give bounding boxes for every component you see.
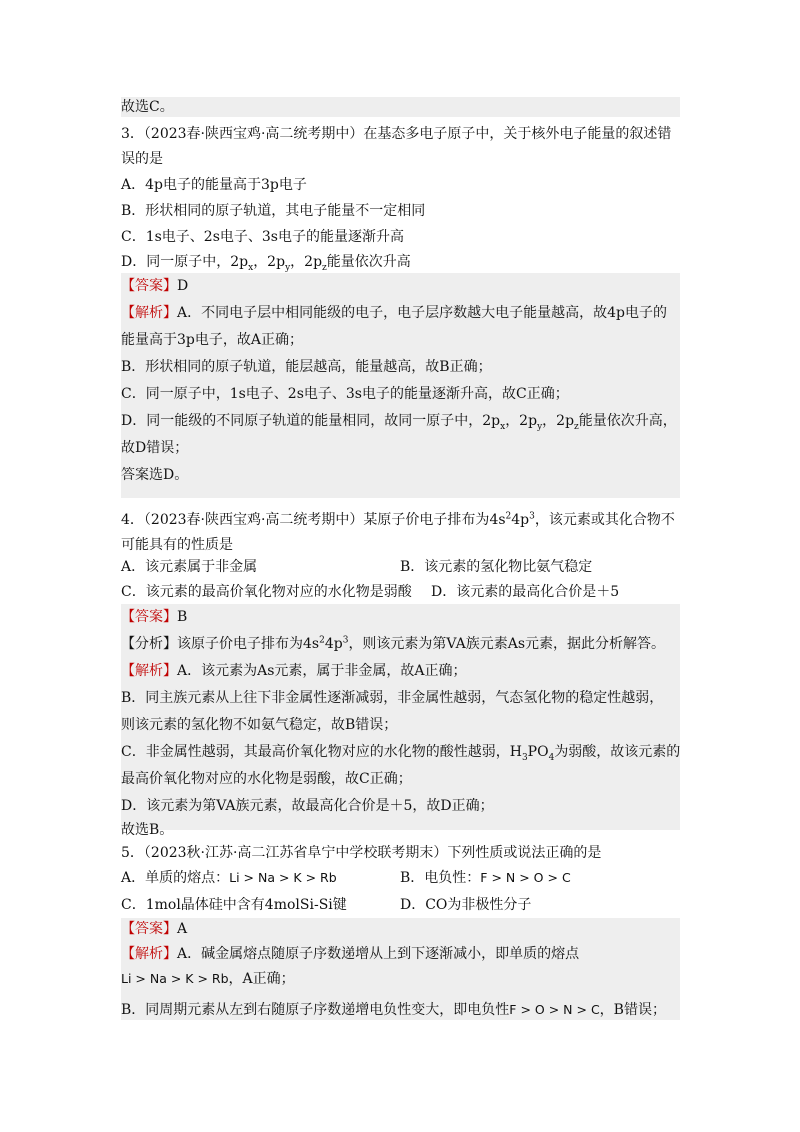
q4-option-d: D．该元素的最高化合价是＋5 — [431, 584, 620, 600]
q3-answer: 【答案】D — [121, 278, 189, 294]
explanation-tag: 【解析】 — [121, 663, 177, 679]
q5-answer: 【答案】A — [121, 921, 188, 937]
q5-explanation-1: 【解析】A．碱金属熔点随原子序数递增从上到下逐渐减小，即单质的熔点 — [121, 946, 580, 962]
q4-analysis: 【分析】该原子价电子排布为$4s^24p^3$，则该元素为第VA族元素As元素，据此分析解答。 — [121, 635, 666, 652]
q4-explanation-3: 则该元素的氢化物不如氨气稳定，故B错误； — [121, 717, 398, 733]
q3-explanation-3: B．形状相同的原子轨道，能层越高，能量越高，故B正确； — [121, 359, 492, 375]
math-expression: Li > Na > K > Rb — [229, 870, 337, 885]
q4-explanation-4: C．非金属性越弱，其最高价氧化物对应的水化物的酸性越弱，$H_3PO_4$为弱酸，故该元素的 — [121, 744, 681, 763]
q5-option-a: A．单质的熔点：Li > Na > K > Rb — [121, 870, 337, 886]
q3-explanation-5: D．同一能级的不同原子轨道的能量相同，故同一原子中，$2p_x$，$2p_y$，$2p_z$能量依次升高， — [121, 413, 677, 432]
q3-option-a: A．4p电子的能量高于3p电子 — [121, 177, 307, 193]
q2-conclusion: 故选C。 — [121, 99, 174, 115]
q5-option-d: D．CO为非极性分子 — [400, 897, 532, 913]
q5-explanation-3: B．同周期元素从左到右随原子序数递增电负性变大，即电负性F > O > N > C，B错误； — [121, 1002, 666, 1018]
q4-explanation-6: D．该元素为第VA族元素，故最高化合价是＋5，故D正确； — [121, 798, 494, 814]
q4-explanation-1: 【解析】A．该元素为As元素，属于非金属，故A正确； — [121, 663, 467, 679]
q4-option-a: A．该元素属于非金属 — [121, 559, 258, 575]
q5-option-c: C．1mol晶体硅中含有4molSi-Si键 — [121, 897, 347, 913]
explanation-tag: 【解析】 — [121, 946, 177, 962]
answer-tag: 【答案】 — [121, 609, 177, 625]
answer-tag: 【答案】 — [121, 921, 177, 937]
q3-explanation-6: 故D错误； — [121, 440, 189, 456]
q3-option-d: D．同一原子中，$2p_x$，$2p_y$，$2p_z$能量依次升高 — [121, 254, 411, 273]
q4-option-c: C．该元素的最高价氧化物对应的水化物是弱酸 — [121, 584, 412, 600]
q4-conclusion: 故选B。 — [121, 822, 174, 838]
q5-option-b: B．电负性：F > N > O > C — [400, 870, 571, 886]
q4-explanation-5: 最高价氧化物对应的水化物是弱酸，故C正确； — [121, 771, 412, 787]
q5-explanation-2: Li > Na > K > Rb，A正确； — [121, 971, 295, 987]
math-expression: Li > Na > K > Rb — [121, 971, 229, 986]
q3-explanation-4: C．同一原子中，1s电子、2s电子、3s电子的能量逐渐升高，故C正确； — [121, 386, 569, 402]
q3-explanation-1: 【解析】A．不同电子层中相同能级的电子，电子层序数越大电子能量越高，故4p电子的 — [121, 305, 667, 321]
math-expression: F > O > N > C — [509, 1002, 600, 1017]
q5-stem: 5．（2023秋·江苏·高二江苏省阜宁中学校联考期末）下列性质或说法正确的是 — [121, 845, 602, 861]
q3-option-c: C．1s电子、2s电子、3s电子的能量逐渐升高 — [121, 229, 404, 245]
answer-tag: 【答案】 — [121, 278, 177, 294]
q3-stem-line1: 3．（2023春·陕西宝鸡·高二统考期中）在基态多电子原子中，关于核外电子能量的叙述错 — [121, 126, 672, 142]
q4-explanation-2: B．同主族元素从上往下非金属性逐渐减弱，非金属性越弱，气态氢化物的稳定性越弱， — [121, 690, 664, 706]
explanation-tag: 【解析】 — [121, 305, 177, 321]
q3-stem-line2: 误的是 — [121, 151, 163, 167]
q4-stem-line2: 可能具有的性质是 — [121, 537, 233, 553]
q4-stem-line1: 4．（2023春·陕西宝鸡·高二统考期中）某原子价电子排布为$4s^24p^3$，该元素或其化合物不 — [121, 511, 675, 528]
q4-answer: 【答案】B — [121, 609, 188, 625]
q3-option-b: B．形状相同的原子轨道，其电子能量不一定相同 — [121, 203, 426, 219]
analysis-tag: 【分析】 — [121, 636, 177, 652]
q3-conclusion: 答案选D。 — [121, 467, 189, 483]
q4-option-b: B．该元素的氢化物比氨气稳定 — [400, 559, 593, 575]
math-expression: F > N > O > C — [480, 870, 571, 885]
q3-explanation-2: 能量高于3p电子，故A正确； — [121, 332, 303, 348]
